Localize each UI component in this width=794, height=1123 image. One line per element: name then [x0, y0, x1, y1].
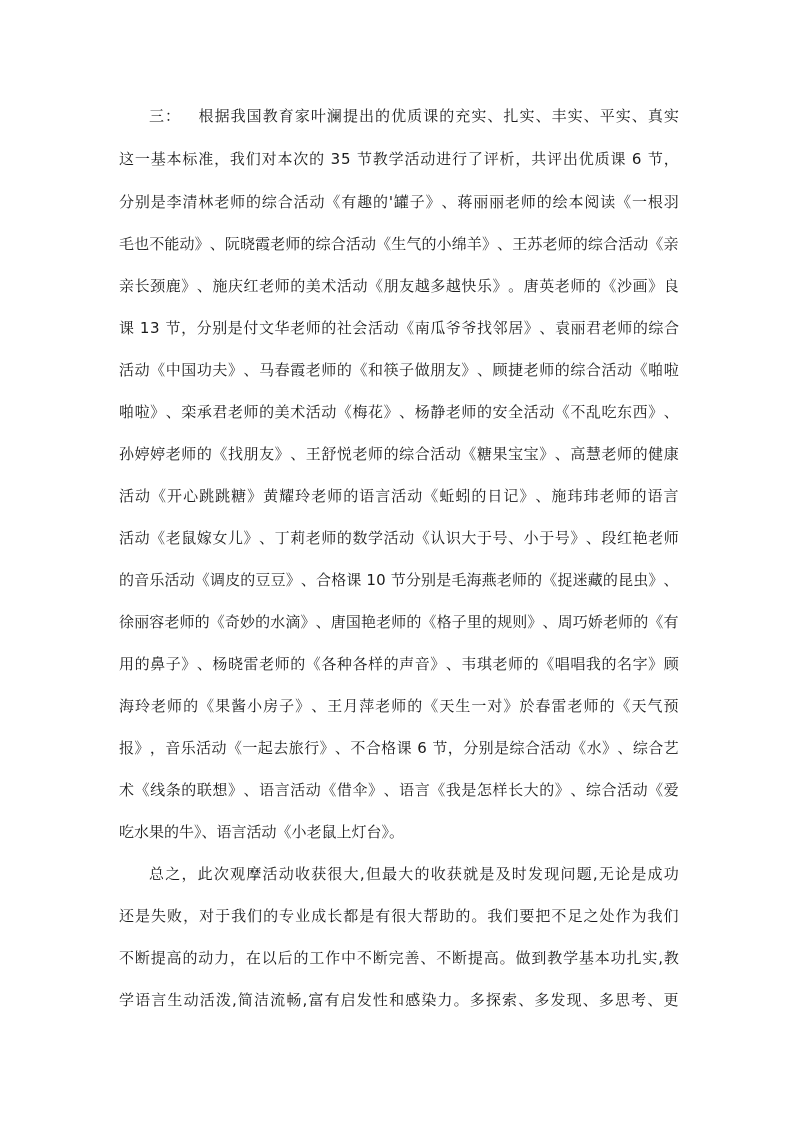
paragraph-line: 活 动 《 老 鼠 嫁 女 儿 》 、 丁 莉 老 师 的 数 学 活 动 《 认 识 大 于 号 、 小 于 号 》 、 段 红 艳 老 师 — [119, 529, 679, 547]
paragraph-line: 学 语 言 生 动 活 泼 , 简 洁 流 畅 , 富 有 启 发 性 和 感 染 力 。 多 探 索 、 多 发 现 、 多 思 考 、 更 — [119, 991, 679, 1009]
paragraph-line: 海 玲 老 师 的 《 果 酱 小 房 子 》 、 王 月 萍 老 师 的 《 天 生 一 对 》 於 春 雷 老 师 的 《 天 气 预 — [119, 697, 679, 715]
paragraph-line: 亲 长 颈 鹿 》 、 施 庆 红 老 师 的 美 术 活 动 《 朋 友 越 多 越 快 乐 》 。 唐 英 老 师 的 《 沙 画 》 良 — [119, 277, 679, 295]
paragraph-line: 活 动 《 开 心 跳 跳 糖 》 黄 耀 玲 老 师 的 语 言 活 动 《 蚯 蚓 的 日 记 》 、 施 玮 玮 老 师 的 语 言 — [119, 487, 679, 505]
paragraph-line: 孙 婷 婷 老 师 的 《 找 朋 友 》 、 王 舒 悦 老 师 的 综 合 活 动 《 糖 果 宝 宝 》 、 高 慧 老 师 的 健 康 — [119, 445, 679, 463]
paragraph-line: 的 音 乐 活 动 《 调 皮 的 豆 豆 》 、 合 格 课 1 0 节 分 别 是 毛 海 燕 老 师 的 《 捉 迷 藏 的 昆 虫 》 、 — [119, 571, 679, 589]
paragraph-line: 三 ： 根 据 我 国 教 育 家 叶 澜 提 出 的 优 质 课 的 充 实 、 扎 实 、 丰 实 、 平 实 、 真 实 — [149, 107, 679, 125]
paragraph-line: 用 的 鼻 子 》 、 杨 晓 雷 老 师 的 《 各 种 各 样 的 声 音 》 、 韦 琪 老 师 的 《 唱 唱 我 的 名 字 》 顾 — [119, 655, 679, 673]
paragraph-line: 报 》 ， 音 乐 活 动 《 一 起 去 旅 行 》 、 不 合 格 课 6 节 ， 分 别 是 综 合 活 动 《 水 》 、 综 合 艺 — [119, 739, 679, 757]
paragraph-line: 术 《 线 条 的 联 想 》 、 语 言 活 动 《 借 伞 》 、 语 言 《 我 是 怎 样 长 大 的 》 、 综 合 活 动 《 爱 — [119, 781, 679, 799]
paragraph-line: 徐 丽 容 老 师 的 《 奇 妙 的 水 滴 》 、 唐 国 艳 老 师 的 《 格 子 里 的 规 则 》 、 周 巧 娇 老 师 的 《 有 — [119, 613, 679, 631]
paragraph-line: 活 动 《 中 国 功 夫 》 、 马 春 霞 老 师 的 《 和 筷 子 做 朋 友 》 、 顾 捷 老 师 的 综 合 活 动 《 啪 啦 — [119, 361, 679, 379]
paragraph-line: 课 1 3 节 ， 分 别 是 付 文 华 老 师 的 社 会 活 动 《 南 瓜 爷 爷 找 邻 居 》 、 袁 丽 君 老 师 的 综 合 — [119, 319, 679, 337]
paragraph-line: 总 之 ， 此 次 观 摩 活 动 收 获 很 大 , 但 最 大 的 收 获 就 是 及 时 发 现 问 题 , 无 论 是 成 功 — [149, 865, 679, 883]
paragraph-line: 这 一 基 本 标 准 ， 我 们 对 本 次 的 3 5 节 教 学 活 动 进 行 了 评 析 ， 共 评 出 优 质 课 6 节 ， — [119, 150, 679, 168]
paragraph-line: 毛 也 不 能 动 》 、 阮 晓 霞 老 师 的 综 合 活 动 《 生 气 的 小 绵 羊 》 、 王 苏 老 师 的 综 合 活 动 《 亲 — [119, 235, 679, 253]
paragraph-line: 还 是 失 败 ， 对 于 我 们 的 专 业 成 长 都 是 有 很 大 帮 助 的 。 我 们 要 把 不 足 之 处 作 为 我 们 — [119, 907, 679, 925]
paragraph-line: 分 别 是 李 清 林 老 师 的 综 合 活 动 《 有 趣 的 ' 罐 子 》 、 蒋 丽 丽 老 师 的 绘 本 阅 读 《 一 根 羽 — [119, 193, 679, 211]
paragraph-line: 不 断 提 高 的 动 力 ， 在 以 后 的 工 作 中 不 断 完 善 、 不 断 提 高 。 做 到 教 学 基 本 功 扎 实 , 教 — [119, 949, 679, 967]
paragraph-line: 吃水果的牛》、语言活动《小老鼠上灯台》。 — [119, 823, 405, 841]
paragraph-line: 啪 啦 》 、 栾 承 君 老 师 的 美 术 活 动 《 梅 花 》 、 杨 静 老 师 的 安 全 活 动 《 不 乱 吃 东 西 》 、 — [119, 403, 679, 421]
